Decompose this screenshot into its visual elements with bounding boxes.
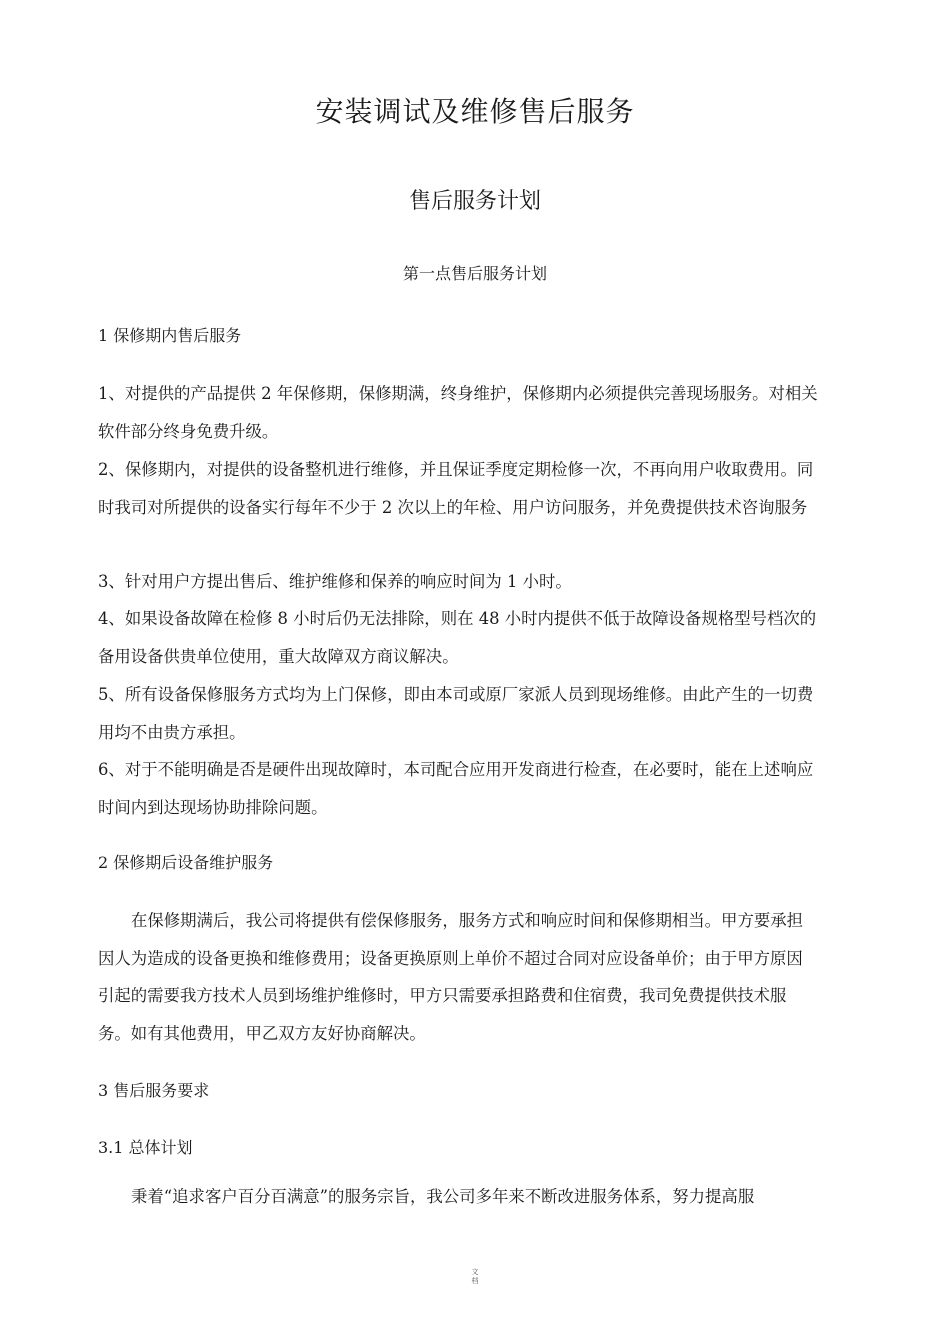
page-footer [0, 1268, 950, 1286]
s1-item-2: 2、保修期内，对提供的设备整机进行维修，并且保证季度定期检修一次，不再向用户收取费用。同时我司对所提供的设备实行每年不少于 2 次以上的年检、用户访问服务，并免费提供技术咨询服务 [98, 460, 814, 517]
s1-item-1: 1、对提供的产品提供 2 年保修期，保修期满，终身维护，保修期内必须提供完善现场服务。对相关软件部分终身免费升级。 [98, 384, 818, 441]
s2-paragraph: 在保修期满后，我公司将提供有偿保修服务，服务方式和响应时间和保修期相当。甲方要承担因人为造成的设备更换和维修费用；设备更换原则上单价不超过合同对应设备单价；由于甲方原因引起的需要我方技术人员到场维护维修时，甲方只需要承担路费和住宿费，我司免费提供技术服务。如有其他费用，甲乙双方友好协商解决。 [98, 911, 804, 1043]
s1-item-5: 5、所有设备保修服务方式均为上门保修，即由本司或原厂家派人员到现场维修。由此产生的一切费用均不由贵方承担。 [98, 685, 814, 742]
document-title: 安装调试及维修售后服务 [315, 95, 635, 128]
section-3-1-heading: 3.1 总体计划 [98, 1138, 193, 1157]
s1-item-6: 6、对于不能明确是否是硬件出现故障时，本司配合应用开发商进行检查，在必要时，能在上述响应时间内到达现场协助排除问题。 [98, 760, 814, 817]
s31-paragraph: 秉着“追求客户百分百满意”的服务宗旨，我公司多年来不断改进服务体系，努力提高服 [131, 1187, 755, 1206]
s1-item-4: 4、如果设备故障在检修 8 小时后仍无法排除，则在 48 小时内提供不低于故障设备规格型号档次的备用设备供贵单位使用，重大故障双方商议解决。 [98, 609, 817, 666]
document-subtitle: 售后服务计划 [408, 189, 541, 214]
section-1-heading: 1 保修期内售后服务 [98, 326, 242, 345]
section-point-heading: 第一点售后服务计划 [402, 264, 547, 283]
section-2-heading: 2 保修期后设备维护服务 [98, 853, 274, 872]
footer-line-2: 档 [471, 1277, 479, 1285]
s1-item-3: 3、针对用户方提出售后、维护维修和保养的响应时间为 1 小时。 [98, 572, 572, 591]
footer-line-1: 文 [471, 1268, 479, 1276]
section-3-heading: 3 售后服务要求 [98, 1081, 210, 1100]
